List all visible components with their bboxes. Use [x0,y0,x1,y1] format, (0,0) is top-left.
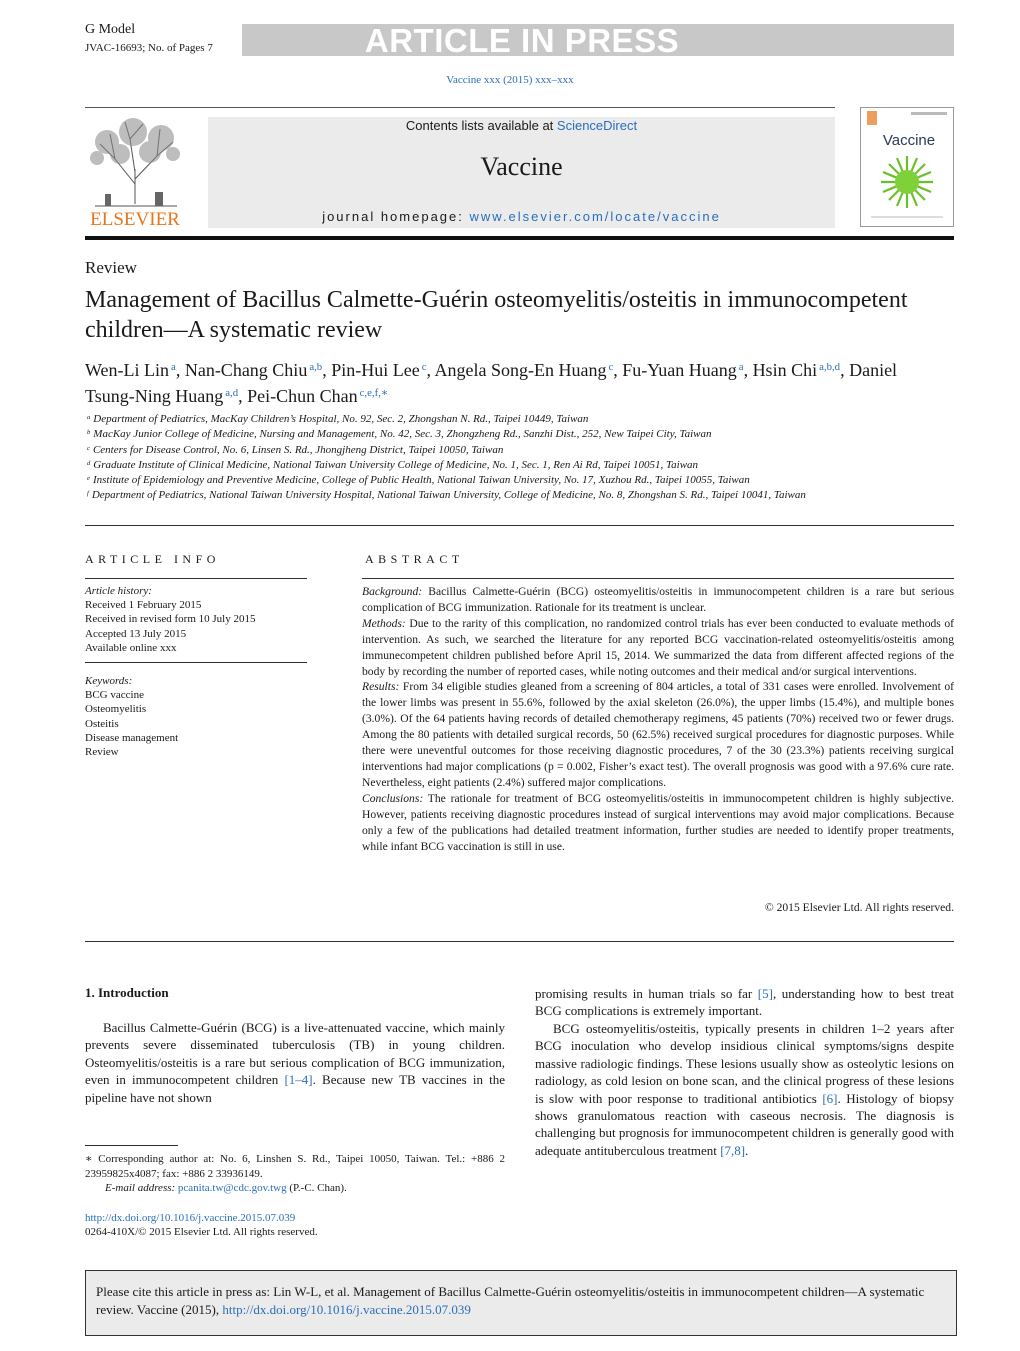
author-affiliation-marker[interactable]: c [421,361,427,373]
elsevier-logo[interactable] [85,114,185,228]
masthead-bottom-rule [85,236,954,240]
intro-text: . Because new TB vaccines in the pipeline have not shown [85,1072,505,1105]
author-affiliation-marker[interactable]: a,b [309,361,323,373]
homepage-prefix: journal homepage: [322,209,470,224]
intro-text: . [745,1142,749,1158]
keywords-block [85,674,307,759]
abstract-copyright: © 2015 Elsevier Ltd. All rights reserved. [764,901,954,914]
email-label: E-mail address: [105,1182,178,1194]
title-block-rule [85,525,954,526]
affiliation-item [85,426,945,441]
article-section-label: Review [85,258,137,277]
author-affiliation-marker[interactable]: a [171,361,176,373]
keyword-item: BCG vaccine [85,689,144,702]
author-name[interactable]: Fu-Yuan Huang [622,360,737,380]
article-info-rule [85,578,307,579]
contents-line [208,118,835,133]
keyword-item: Osteitis [85,717,119,730]
abstract-section-label: Methods: [362,616,406,630]
intro-text: , understanding how to best treat BCG complications is extremely important. [535,986,955,1019]
author-affiliation-marker[interactable]: a [738,361,744,373]
affiliation-item [85,411,945,426]
author-name[interactable]: Pin-Hui Lee [331,360,420,380]
article-in-press-banner: ARTICLE IN PRESS [364,22,680,59]
abstract-section-text: Due to the rarity of this complication, no randomized control trials has ever been conducted to evaluate methods of intervention. As such, we searched the literature for any reported BCG vaccination-related osteomyelitis/osteitis among immunecompetent children published before April 15, 2014. We summarized the data from different affected regions of the body by recording the number of reported cases, while noting outcomes and their medical and/or surgical interventions. [362,616,954,678]
issn-line: 0264-410X/© 2015 Elsevier Ltd. All rights reserved. [85,1226,318,1238]
homepage-link[interactable]: www.elsevier.com/locate/vaccine [469,209,721,224]
email-link[interactable]: pcanita.tw@cdc.gov.twg [177,1182,287,1194]
introduction-paragraph-2 [535,1020,954,1159]
author-list: Wen-Li Lin $^a$, Nan-Chang Chiu $^{a,b}$, Pin-Hui Lee $^c$, Angela Song-En Huang $^c$, Fu-Yuan Huang $^a$, Hsin Chi $^{a,b,d}$, Daniel Tsung-Ning Huang $^{a,d}$, Pei-Chun Chan $^{c,e,f,∗}$ [85,360,898,406]
affiliation-key: f [87,490,89,498]
affiliation-text: MacKay Junior College of Medicine, Nursing and Management, No. 42, Sec. 3, Zhongzheng Rd., Sanzhi Dist., 252, New Taipei City, Taiwan [93,428,712,441]
introduction-heading: 1. Introduction [85,985,169,1000]
affiliation-item [85,487,945,502]
reference-link[interactable]: [5] [757,986,773,1001]
affiliation-key: a [87,414,91,421]
reference-link[interactable]: [6] [822,1090,838,1106]
history-item: Available online xxx [85,641,177,654]
abstract-section [362,791,954,855]
g-model-label: G Model [85,22,136,37]
reference-link[interactable]: [1–4] [284,1072,313,1088]
author-affiliation-marker[interactable]: c [608,361,614,373]
article-history [85,584,307,655]
abstract-heading: ABSTRACT [365,552,464,566]
doi-link[interactable]: http://dx.doi.org/10.1016/j.vaccine.2015.07.039 [85,1212,296,1224]
abstract-section-text: The rationale for treatment of BCG osteomyelitis/osteitis in immunocompetent children is highly subjective. However, patients receiving diagnostic procedures instead of surgical interventions may avoid major complications. Because only a few of the publications had detailed treatment information, further studies are needed to identify proper treatments, while infant BCG vaccination is still in use. [362,791,954,853]
author-affiliation-marker[interactable]: a,d [225,387,239,399]
history-item: Accepted 13 July 2015 [85,627,187,640]
article-title: Management of Bacillus Calmette-Guérin osteomyelitis/osteitis in immunocompetent children—A systematic review [85,287,908,343]
abstract-section [362,616,954,680]
affiliation-key: b [87,429,91,437]
abstract-section-text: From 34 eligible studies gleaned from a screening of 804 articles, a total of 331 cases were enrolled. Involvement of the lower limbs was present in 55.6%, followed by the axial skeleton (26.0%), the upper limbs (15.4%), and multiple bones (3.0%). Of the 64 patients having records of detailed chemotherapy regimens, 45 patients (70%) received two or fewer drugs. Among the 80 patients with detailed surgical records, 50 (62.5%) received surgical procedures for diagnostic purposes. While there were uneventful outcomes for those receiving diagnostic procedures, 7 of the 30 (23.3%) patients receiving surgical interventions had major complications (p = 0.002, Fisher’s exact test). The overall prognosis was good with a 97.6% cure rate. Nevertheless, eight patients (2.4%) suffered major complications. [362,680,954,789]
affiliation-key: e [87,475,90,483]
abstract-body [362,584,954,854]
abstract-rule [362,578,954,579]
journal-reference: JVAC-16693; No. of Pages 7 [85,42,213,54]
abstract-bottom-rule [85,941,954,942]
author-affiliation-marker[interactable]: c,e,f,∗ [359,387,389,399]
journal-citation-line[interactable]: Vaccine xxx (2015) xxx–xxx [446,74,574,86]
author-name[interactable]: Angela Song-En Huang [434,360,607,380]
history-label: Article history: [85,585,152,597]
elsevier-wordmark: ELSEVIER [90,209,180,228]
sciencedirect-link[interactable]: ScienceDirect [556,118,638,133]
author-name[interactable]: Wen-Li Lin [85,360,170,380]
history-items [85,598,307,655]
keyword-item: Osteomyelitis [85,703,147,716]
affiliation-text: Centers for Disease Control, No. 6, Linsen S. Rd., Jhongjheng District, Taipei 10050, Taiwan [92,443,504,456]
author-affiliation-marker[interactable]: a,b,d [819,361,841,373]
cite-doi-link[interactable]: http://dx.doi.org/10.1016/j.vaccine.2015.07.039 [222,1301,471,1317]
cite-text: Please cite this article in press as: Lin W-L, et al. Management of Bacillus Calmette-Guérin osteomyelitis/osteitis in immunocompetent children—A systematic review. Vaccine (2015), [96,1284,925,1317]
contents-prefix: Contents lists available at [405,118,557,133]
abstract-section-label: Conclusions: [362,791,424,805]
affiliation-key: c [87,444,90,452]
email-suffix: (P.-C. Chan). [286,1182,347,1194]
affiliation-key: d [87,459,91,467]
affiliation-text: Department of Pediatrics, National Taiwan University Hospital, National Taiwan University, College of Medicine, No. 8, Zhongshan S. Rd., Taipei 10041, Taiwan [91,489,806,502]
author-name[interactable]: Pei-Chun Chan [247,386,358,406]
cite-box-text [96,1283,952,1318]
corresponding-author-text: ∗ Corresponding author at: No. 6, Linshen S. Rd., Taipei 10050, Taiwan. Tel.: +886 2 23959825x4087; fax: +886 2 33936149. [85,1153,505,1180]
keywords-label: Keywords: [85,675,133,687]
journal-homepage-line [208,209,835,224]
affiliation-item [85,457,945,472]
article-info-heading: ARTICLE INFO [85,552,220,566]
intro-text: BCG osteomyelitis/osteitis, typically presents in children 1–2 years after BCG inoculation who develop insidious clinical symptoms/signs despite massive radiologic findings. These lesions usually show as osteolytic lesions on radiology, as cold lesion on bone scan, and the clinical progress of these lesions is slow with poor response to traditional antibiotics [535,1021,954,1106]
masthead-top-rule [85,107,835,108]
abstract-section-label: Background: [362,585,423,598]
journal-cover-thumbnail[interactable] [860,107,954,227]
introduction-paragraph-1 [85,1019,505,1106]
reference-link[interactable]: [7,8] [720,1142,746,1158]
affiliation-text: Department of Pediatrics, MacKay Children’s Hospital, No. 92, Sec. 2, Zhongshan N. Rd., Taipei 10449, Taiwan [93,413,589,425]
history-item: Received in revised form 10 July 2015 [85,613,256,626]
author-name[interactable]: Hsin Chi [752,360,818,380]
history-item: Received 1 February 2015 [85,599,202,612]
intro-text: Bacillus Calmette-Guérin (BCG) is a live-attenuated vaccine, which mainly prevents severe disseminated tuberculosis (TB) in young children. Osteomyelitis/osteitis is a rare but serious complication of BCG immunization, even in immunocompetent children [85,1020,505,1088]
introduction-paragraph-1-continued [535,985,954,1020]
intro-text: promising results in human trials so far [535,986,758,1001]
affiliation-item [85,472,945,487]
abstract-section-text: Bacillus Calmette-Guérin (BCG) osteomyelitis/osteitis in immunocompetent children is a rare but serious complication of BCG immunization. Rationale for its treatment is unclear. [362,585,954,614]
affiliation-text: Institute of Epidemiology and Preventive Medicine, College of Public Health, National Taiwan University, No. 17, Xuzhou Rd., Taipei 10055, Taiwan [92,474,750,487]
abstract-section [362,679,954,790]
affiliation-text: Graduate Institute of Clinical Medicine, National Taiwan University College of Medicine, No. 1, Sec. 1, Ren Ai Rd, Taipei 10051, Taiwan [93,458,699,471]
cover-title: Vaccine [882,132,936,149]
affiliation-item [85,442,945,457]
keyword-item: Review [85,746,119,759]
keywords-rule [85,662,307,663]
keyword-items [85,688,307,759]
keyword-item: Disease management [85,731,179,744]
journal-title: Vaccine [480,152,563,181]
footnote-rule [85,1145,178,1146]
author-name[interactable]: Nan-Chang Chiu [184,360,308,380]
author-name[interactable]: Daniel Tsung-Ning Huang [85,360,898,406]
abstract-section [362,584,954,616]
abstract-section-label: Results: [362,680,400,694]
intro-text: . Histology of biopsy shows granulomatous reaction with caseous necrosis. The diagnosis is challenging but prognosis for immunocompetent children is generally good with adequate antituberculous treatment [535,1090,954,1158]
affiliation-list [85,411,945,503]
corresponding-author-footnote [85,1152,505,1196]
